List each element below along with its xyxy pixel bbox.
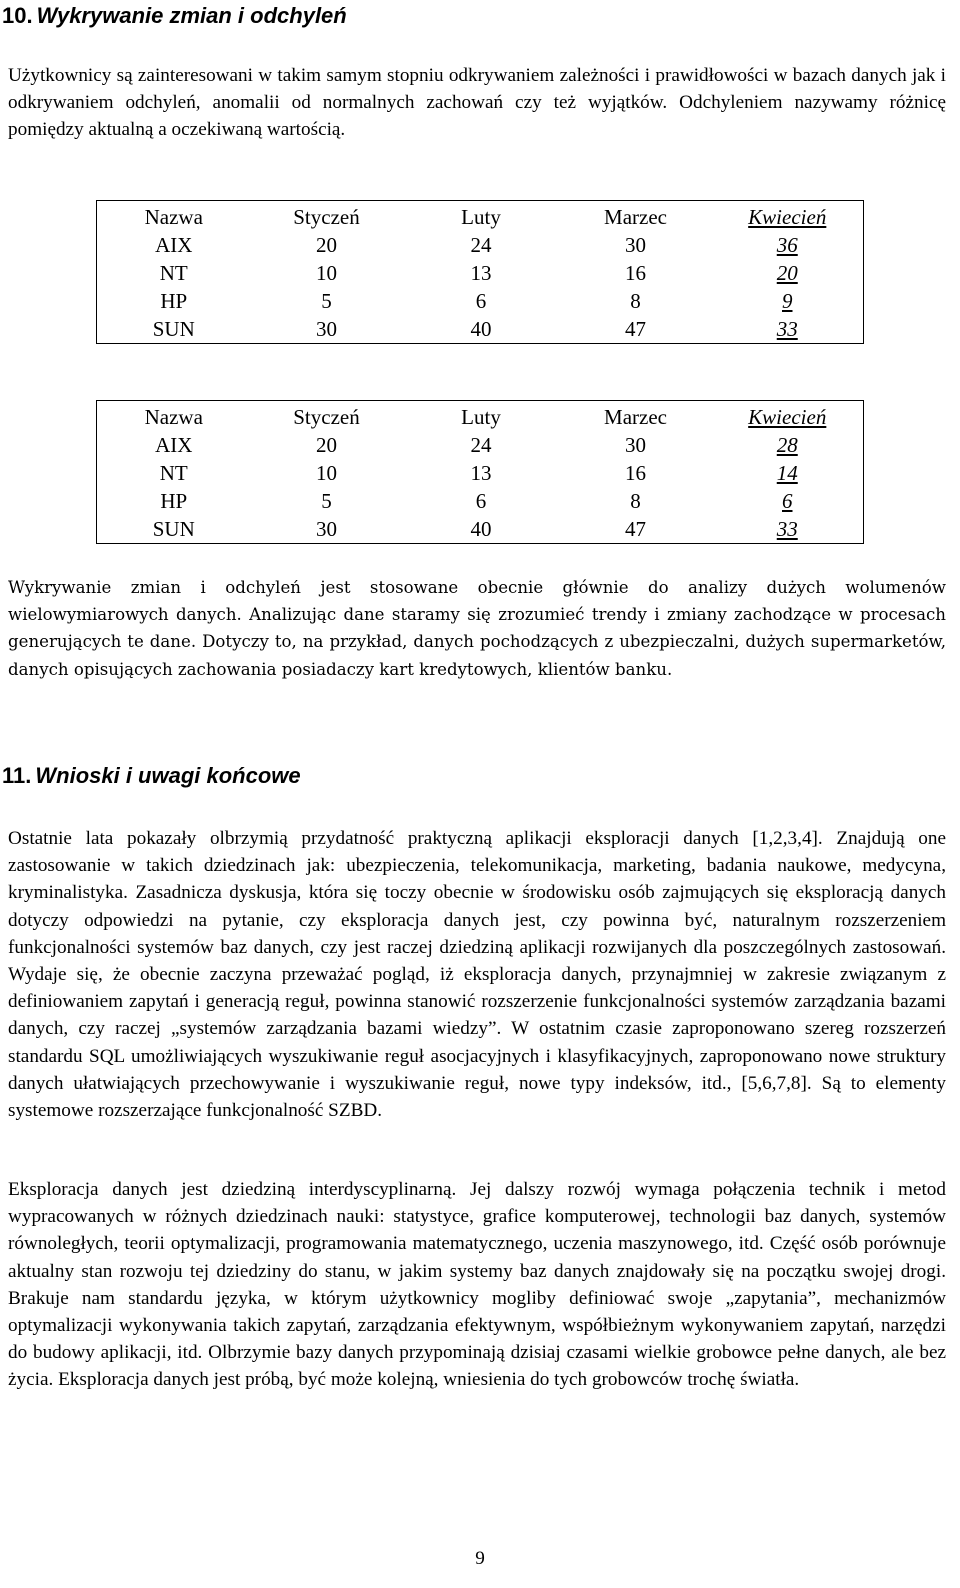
table-cell: 10	[316, 461, 337, 485]
table-cell: 33	[776, 517, 798, 541]
table-header-cell: Kwiecień	[748, 405, 827, 429]
table-cell: HP	[160, 489, 188, 513]
table-header-cell: Marzec	[604, 405, 667, 429]
section-10-title: Wykrywanie zmian i odchyleń	[36, 3, 347, 28]
table-row	[97, 287, 864, 315]
table-row	[97, 515, 864, 544]
table-cell: 5	[321, 289, 332, 313]
table-cell: 16	[625, 261, 646, 285]
section-10-after-text: Wykrywanie zmian i odchyleń jest stosowane obecnie głównie do analizy dużych wolumenów wielowymiarowych danych. Analizując dane staramy się zrozumieć trendy i zmiany zachodzące w procesach generujących te dane. Dotyczy to, na przykład, danych pochodzących z ubezpieczalni, dużych supermarketów, danych opisujących zachowania posiadaczy kart kredytowych, klientów banku.	[8, 578, 946, 679]
table-header-cell: Styczeń	[293, 205, 360, 229]
table-header-row	[97, 401, 864, 432]
table-row	[97, 487, 864, 515]
table-header-cell: Luty	[461, 405, 501, 429]
table-cell: NT	[159, 261, 188, 285]
table-cell: 16	[625, 461, 646, 485]
data-table-2	[96, 400, 864, 544]
table-header-row	[97, 201, 864, 232]
table-cell: 30	[625, 433, 646, 457]
table-row	[97, 259, 864, 287]
table-cell: 10	[316, 261, 337, 285]
table-cell: 24	[470, 233, 492, 257]
table-cell: HP	[160, 289, 188, 313]
data-table-1	[96, 200, 864, 344]
table-cell: 40	[470, 517, 492, 541]
table-cell: 47	[625, 317, 646, 341]
section-11-paragraph-1: Ostatnie lata pokazały olbrzymią przydatność praktyczną aplikacji eksploracji danych [1,2,3,4]. Znajdują one zastosowanie w takich dziedzinach jak: ubezpieczenia, telekomunikacja, marketing, badania naukowe, medycyna, kryminalistyka. Zasadnicza dyskusja, która się toczy obecnie w środowisku osób zajmujących się eksploracją danych dotyczy odpowiedzi na pytanie, czy eksploracja danych jest, czy powinna być, naturalnym rozszerzeniem funkcjonalności systemów baz danych, czy jest raczej dziedziną aplikacji rozwijanych dla poszczególnych zastosowań. Wydaje się, że obecnie zaczyna przeważać pogląd, iż eksploracja danych, przynajmniej w zakresie związanym z definiowaniem zapytań i generacją reguł, powinna stanowić rozszerzenie funkcjonalności systemów zarządzania bazami danych, czy raczej „systemów zarządzania bazami wiedzy”. W ostatnim czasie zaproponowano szereg rozszerzeń standardu SQL umożliwiających wyszukiwanie reguł asocjacyjnych i klasyfikacyjnych, zaproponowano nowe struktury danych ułatwiających przechowywanie i wyszukiwanie reguł, nowe typy indeksów, itd., [5,6,7,8]. Są to elementy systemowe rozszerzające funkcjonalność SZBD.	[8, 828, 946, 1122]
section-10-number: 10.	[2, 3, 33, 28]
section-11-number: 11.	[2, 763, 32, 788]
table-cell: 36	[776, 233, 798, 257]
table-cell: SUN	[152, 517, 195, 541]
table-cell: 9	[782, 289, 793, 313]
table-cell: AIX	[155, 233, 193, 257]
table-cell: 6	[475, 489, 487, 513]
table-cell: 47	[625, 517, 646, 541]
table-cell: 8	[630, 489, 641, 513]
table-cell: 33	[776, 317, 798, 341]
table-cell: 24	[470, 433, 492, 457]
table-header-cell: Kwiecień	[748, 205, 827, 229]
table-cell: 20	[316, 233, 337, 257]
table-header-cell: Nazwa	[144, 405, 203, 429]
table-cell: 6	[475, 289, 487, 313]
page-number: 9	[475, 1548, 485, 1569]
table-cell: 8	[630, 289, 641, 313]
section-11-heading	[2, 762, 301, 790]
table-cell: 30	[316, 517, 337, 541]
table-cell: 20	[776, 261, 798, 285]
table-cell: NT	[159, 461, 188, 485]
table-cell: 30	[316, 317, 337, 341]
table-header-cell: Styczeń	[293, 405, 360, 429]
section-10-intro: Użytkownicy są zainteresowani w takim samym stopniu odkrywaniem zależności i prawidłowości w bazach danych jak i odkrywaniem odchyleń, anomalii od normalnych zachowań czy też wyjątków. Odchyleniem nazywamy różnicę pomiędzy aktualną a oczekiwaną wartością.	[8, 65, 946, 141]
table-cell: 28	[776, 433, 798, 457]
table-cell: 13	[470, 461, 492, 485]
table-cell: 30	[625, 233, 646, 257]
table-cell: 20	[316, 433, 337, 457]
table-cell: AIX	[155, 433, 193, 457]
table-row	[97, 459, 864, 487]
document-page	[2, 0, 952, 1588]
table-row	[97, 231, 864, 259]
table-row	[97, 315, 864, 344]
table-cell: 6	[782, 489, 793, 513]
table-cell: 40	[470, 317, 492, 341]
section-10-heading	[2, 2, 347, 30]
table-cell: 14	[776, 461, 798, 485]
section-11-title: Wnioski i uwagi końcowe	[35, 763, 301, 788]
section-11-paragraph-2: Eksploracja danych jest dziedziną interdyscyplinarną. Jej dalszy rozwój wymaga połączenia technik i metod wypracowanych w różnych dziedzinach nauki: statystyce, grafice komputerowej, technologii baz danych, systemów równoległych, teorii optymalizacji, programowania matematycznego, uczenia maszynowego, itd. Część osób porównuje aktualny stan rozwoju tej dziedziny do stanu, w jakim systemy baz danych znajdowały się na początku swojej drogi. Brakuje nam standardu języka, w którym użytkownicy mogliby definiować swoje „zapytania”, mechanizmów optymalizacji wykonywania takich zapytań, zarządzania efektywnym, współbieżnym wykonywaniem zapytań, narzędzi do budowy aplikacji, itd. Olbrzymie bazy danych przypominają dzisiaj czasami wielkie grobowce pełne danych, ale bez życia. Eksploracja danych jest próbą, być może kolejną, wniesienia do tych grobowców trochę światła.	[8, 1179, 946, 1391]
table-row	[97, 431, 864, 459]
table-header-cell: Marzec	[604, 205, 667, 229]
table-cell: 5	[321, 489, 332, 513]
table-header-cell: Luty	[461, 205, 501, 229]
table-cell: SUN	[152, 317, 195, 341]
table-header-cell: Nazwa	[144, 205, 203, 229]
table-cell: 13	[470, 261, 492, 285]
